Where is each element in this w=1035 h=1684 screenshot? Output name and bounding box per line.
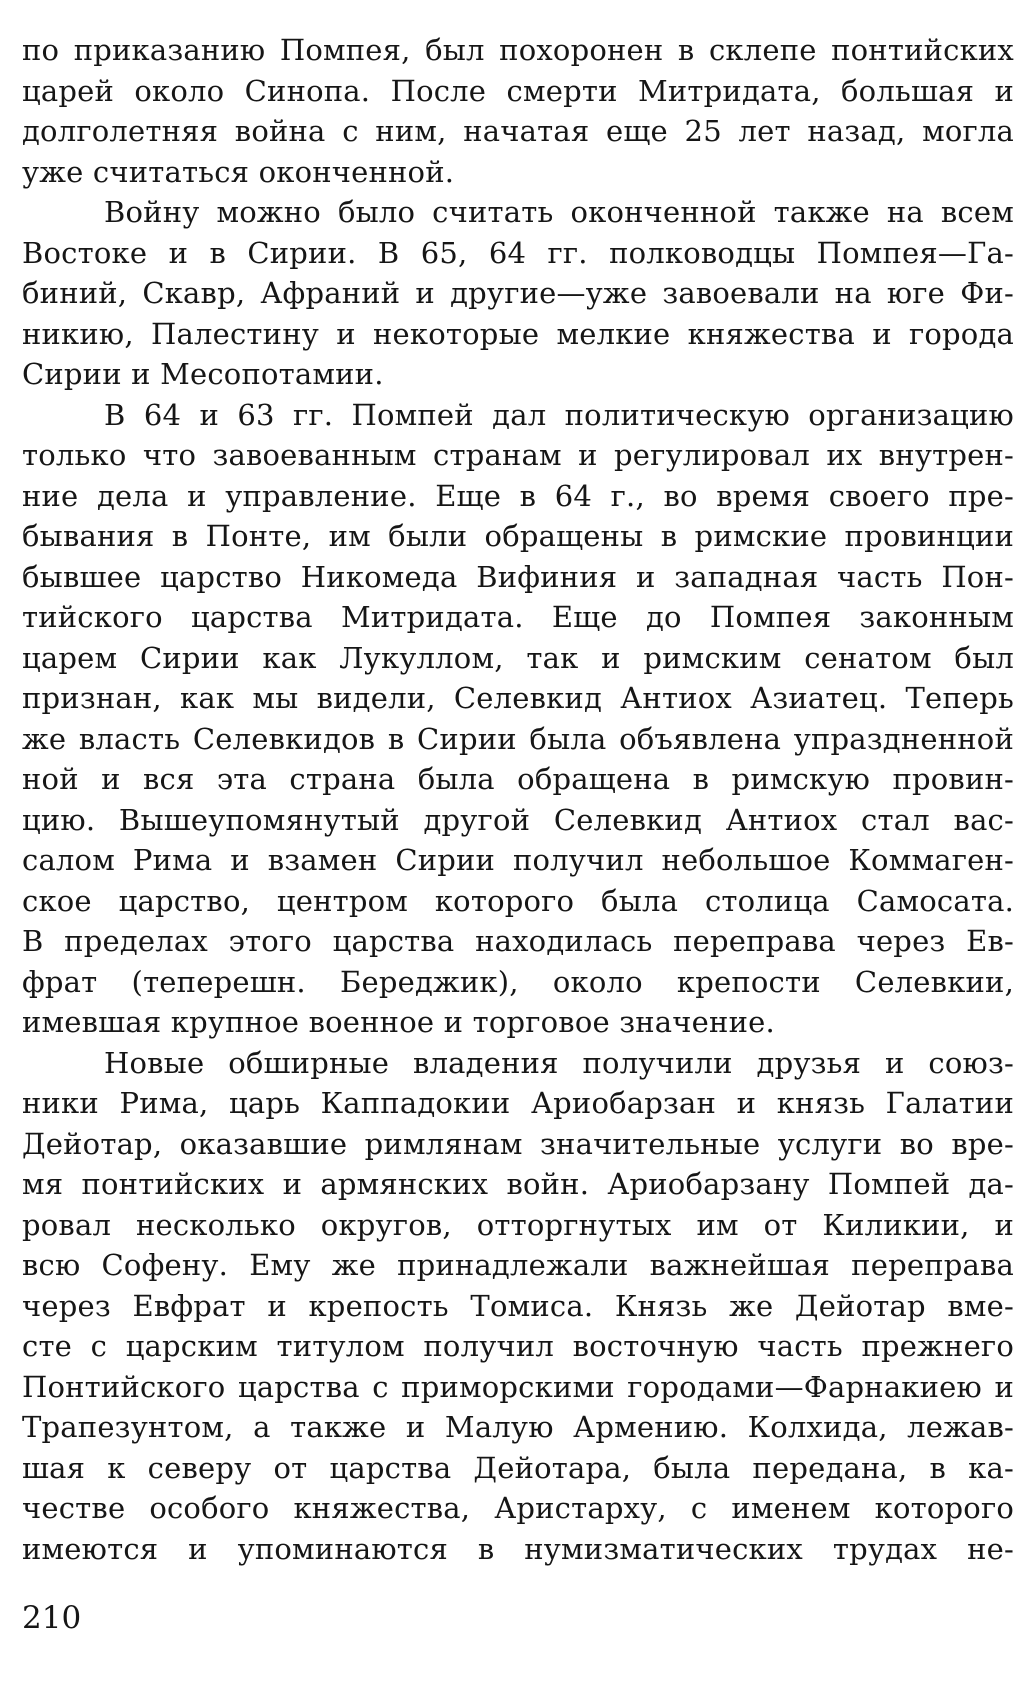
text-line: по приказанию Помпея, был похоронен в склепе понтийских [22, 33, 1014, 67]
text-line: В 64 и 63 гг. Помпей дал политическую организацию [104, 397, 1014, 432]
text-line: салом Рима и взамен Сирии получил небольшое Коммаген- [22, 843, 1014, 877]
text-line: ние дела и управление. Еще в 64 г., во время своего пре- [22, 478, 1014, 513]
text-line: всю Софену. Ему же принадлежали важнейшая переправа [22, 1248, 1014, 1282]
text-line: царем Сирии как Лукуллом, так и римским сенатом был [22, 640, 1014, 675]
text-line: Востоке и в Сирии. В 65, 64 гг. полководцы Помпея—Га- [22, 235, 1014, 270]
text-line: Трапезунтом, а также и Малую Армению. Колхида, лежав- [22, 1410, 1014, 1444]
page-body [22, 30, 1014, 1569]
text-line: царей около Синопа. После смерти Митридата, большая и [22, 73, 1014, 108]
text-line: Сирии и Месопотамии. [22, 357, 384, 391]
text-line: сте с царским титулом получил восточную часть прежнего [22, 1329, 1014, 1363]
text-line: бывания в Понте, им были обращены в римские провинции [22, 519, 1014, 553]
text-line: Новые обширные владения получили друзья и союз- [104, 1045, 1014, 1080]
text-line: тийского царства Митридата. Еще до Помпея законным [22, 600, 1014, 634]
text-line: цию. Вышеупомянутый другой Селевкид Антиох стал вас- [22, 802, 1014, 837]
text-line: имеются и упоминаются в нумизматических трудах не- [22, 1531, 1014, 1566]
text-line: фрат (теперешн. Береджик), около крепости Селевкии, [22, 964, 1014, 999]
text-line: через Евфрат и крепость Томиса. Князь же Дейотар вме- [22, 1288, 1014, 1323]
text-line: никию, Палестину и некоторые мелкие княжества и города [22, 316, 1014, 351]
text-line: ское царство, центром которого была столица Самосата. [22, 883, 1014, 918]
text-line: шая к северу от царства Дейотара, была передана, в ка- [22, 1450, 1014, 1485]
text-line: Понтийского царства с приморскими городами—Фарнакиею и [22, 1369, 1014, 1404]
text-line: признан, как мы видели, Селевкид Антиох Азиатец. Теперь [22, 681, 1014, 715]
text-line: только что завоеванным странам и регулировал их внутрен- [22, 438, 1014, 472]
text-line: ники Рима, царь Каппадокии Ариобарзан и князь Галатии [22, 1086, 1014, 1120]
text-line: мя понтийских и армянских войн. Ариобарзану Помпей да- [22, 1167, 1014, 1201]
text-line: Войну можно было считать оконченной также на всем [104, 195, 1014, 229]
text-line: бывшее царство Никомеда Вифиния и западная часть Пон- [22, 559, 1014, 594]
text-line: ровал несколько округов, отторгнутых им от Киликии, и [22, 1207, 1014, 1242]
text-line: Дейотар, оказавшие римлянам значительные услуги во вре- [22, 1126, 1014, 1161]
paragraph-4 [22, 1043, 1014, 1570]
text-line: имевшая крупное военное и торговое значение. [22, 1005, 775, 1039]
text-line: долголетняя война с ним, начатая еще 25 лет назад, могла [22, 114, 1014, 148]
text-line: В пределах этого царства находилась переправа через Ев- [22, 924, 1014, 958]
paragraph-3 [22, 395, 1014, 1043]
page-number: 210 [22, 1600, 82, 1636]
paragraph-1 [22, 30, 1014, 192]
paragraph-2 [22, 192, 1014, 395]
text-line: ной и вся эта страна была обращена в римскую провин- [22, 762, 1014, 796]
text-line: честве особого княжества, Аристарху, с именем которого [22, 1491, 1014, 1525]
text-line: же власть Селевкидов в Сирии была объявлена упраздненной [22, 721, 1014, 756]
text-line: биний, Скавр, Афраний и другие—уже завоевали на юге Фи- [22, 276, 1014, 310]
text-line: уже считаться оконченной. [22, 154, 455, 189]
